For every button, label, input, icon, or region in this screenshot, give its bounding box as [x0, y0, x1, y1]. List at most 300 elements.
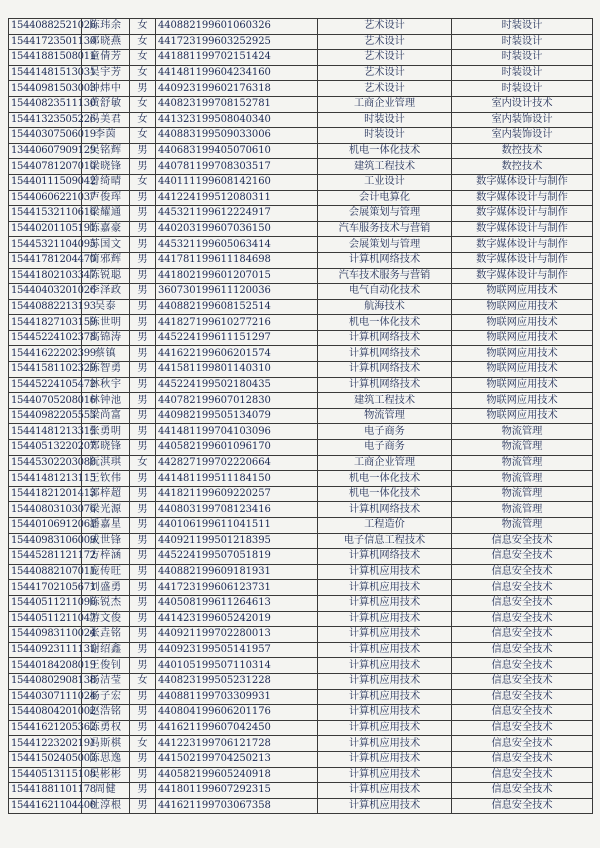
id-card-cell: 445321199612224917: [156, 206, 318, 222]
exam-number-cell: 15440882213193: [9, 299, 82, 315]
gender-cell: 男: [130, 330, 156, 346]
table-row: [9, 798, 593, 814]
gender-cell: 男: [130, 440, 156, 456]
original-major-cell: 计算机网络技术: [318, 502, 452, 518]
name-cell: 简邪辉: [82, 252, 130, 268]
target-major-cell: 物联网应用技术: [452, 330, 593, 346]
target-major-cell: 室内装饰设计: [452, 112, 593, 128]
id-card-cell: 441502199704250213: [156, 751, 318, 767]
original-major-cell: 计算机应用技术: [318, 751, 452, 767]
name-cell: 陈锐杰: [82, 595, 130, 611]
name-cell: 苏国文: [82, 237, 130, 253]
id-card-cell: 440923199505141957: [156, 642, 318, 658]
gender-cell: 男: [130, 81, 156, 97]
table-row: [9, 128, 593, 144]
id-card-cell: 440923199602176318: [156, 81, 318, 97]
exam-number-cell: 15440882107011: [9, 564, 82, 580]
id-card-cell: 445224199507051819: [156, 549, 318, 565]
original-major-cell: 电子商务: [318, 440, 452, 456]
name-cell: 庞传旺: [82, 564, 130, 580]
gender-cell: 男: [130, 424, 156, 440]
gender-cell: 男: [130, 798, 156, 814]
target-major-cell: 物联网应用技术: [452, 408, 593, 424]
target-major-cell: 数控技术: [452, 159, 593, 175]
name-cell: 王钦伟: [82, 471, 130, 487]
original-major-cell: 计算机网络技术: [318, 362, 452, 378]
original-major-cell: 工业设计: [318, 174, 452, 190]
id-card-cell: 441621199703067358: [156, 798, 318, 814]
target-major-cell: 数字媒体设计与制作: [452, 221, 593, 237]
name-cell: 成世锋: [82, 533, 130, 549]
id-card-cell: 441723199603252925: [156, 34, 318, 50]
original-major-cell: 计算机应用技术: [318, 658, 452, 674]
gender-cell: 男: [130, 299, 156, 315]
table-row: [9, 580, 593, 596]
gender-cell: 男: [130, 377, 156, 393]
original-major-cell: 计算机应用技术: [318, 705, 452, 721]
target-major-cell: 信息安全技术: [452, 611, 593, 627]
exam-number-cell: 15441802103347: [9, 268, 82, 284]
target-major-cell: 信息安全技术: [452, 783, 593, 799]
original-major-cell: 机电一体化技术: [318, 471, 452, 487]
gender-cell: 女: [130, 174, 156, 190]
target-major-cell: 信息安全技术: [452, 705, 593, 721]
name-cell: 陈嘉豪: [82, 221, 130, 237]
target-major-cell: 物流管理: [452, 455, 593, 471]
exam-number-cell: 15445302203088: [9, 455, 82, 471]
name-cell: 林钟池: [82, 393, 130, 409]
exam-number-cell: 15440823511130: [9, 96, 82, 112]
table-row: [9, 673, 593, 689]
original-major-cell: 计算机网络技术: [318, 549, 452, 565]
gender-cell: 男: [130, 783, 156, 799]
table-row: [9, 315, 593, 331]
name-cell: 赵浩铭: [82, 705, 130, 721]
table-row: [9, 330, 593, 346]
exam-number-cell: 15440513115108: [9, 767, 82, 783]
original-major-cell: 艺术设计: [318, 81, 452, 97]
exam-number-cell: 15441621205362: [9, 720, 82, 736]
table-row: [9, 112, 593, 128]
exam-number-cell: 15440983106009: [9, 533, 82, 549]
gender-cell: 男: [130, 549, 156, 565]
gender-cell: 男: [130, 284, 156, 300]
exam-number-cell: 15440511211096: [9, 595, 82, 611]
id-card-cell: 441723199606123731: [156, 580, 318, 596]
target-major-cell: 物联网应用技术: [452, 284, 593, 300]
target-major-cell: 物联网应用技术: [452, 393, 593, 409]
name-cell: 陈锐聪: [82, 268, 130, 284]
target-major-cell: 物联网应用技术: [452, 346, 593, 362]
table-row: [9, 252, 593, 268]
gender-cell: 男: [130, 658, 156, 674]
table-row: [9, 720, 593, 736]
target-major-cell: 信息安全技术: [452, 798, 593, 814]
name-cell: 李泽政: [82, 284, 130, 300]
original-major-cell: 计算机应用技术: [318, 595, 452, 611]
name-cell: 吴宇芳: [82, 65, 130, 81]
id-card-cell: 440804199606201176: [156, 705, 318, 721]
name-cell: 曾绮晴: [82, 174, 130, 190]
gender-cell: 女: [130, 65, 156, 81]
gender-cell: 男: [130, 471, 156, 487]
target-major-cell: 物流管理: [452, 486, 593, 502]
table-row: [9, 206, 593, 222]
target-major-cell: 信息安全技术: [452, 751, 593, 767]
exam-number-cell: 15440606221037: [9, 190, 82, 206]
target-major-cell: 信息安全技术: [452, 627, 593, 643]
id-card-cell: 440105199507110314: [156, 658, 318, 674]
table-row: [9, 658, 593, 674]
exam-number-cell: 15440201105191: [9, 221, 82, 237]
original-major-cell: 计算机应用技术: [318, 783, 452, 799]
name-cell: 王俊钊: [82, 658, 130, 674]
table-row: [9, 346, 593, 362]
exam-number-cell: 15440781207010: [9, 159, 82, 175]
table-row: [9, 190, 593, 206]
exam-number-cell: 15440106912061: [9, 518, 82, 534]
gender-cell: 男: [130, 611, 156, 627]
target-major-cell: 信息安全技术: [452, 564, 593, 580]
id-card-cell: 441223199706121728: [156, 736, 318, 752]
name-cell: 黄舒敏: [82, 96, 130, 112]
id-card-cell: 440582199601096170: [156, 440, 318, 456]
original-major-cell: 电子信息工程技术: [318, 533, 452, 549]
exam-number-cell: 15440184208019: [9, 658, 82, 674]
target-major-cell: 信息安全技术: [452, 736, 593, 752]
target-major-cell: 时装设计: [452, 34, 593, 50]
gender-cell: 女: [130, 50, 156, 66]
table-row: [9, 221, 593, 237]
target-major-cell: 信息安全技术: [452, 658, 593, 674]
name-cell: 陈勇权: [82, 720, 130, 736]
exam-number-cell: 15441702105671: [9, 580, 82, 596]
target-major-cell: 信息安全技术: [452, 689, 593, 705]
name-cell: 杨子宏: [82, 689, 130, 705]
id-card-cell: 442827199702220664: [156, 455, 318, 471]
original-major-cell: 计算机应用技术: [318, 767, 452, 783]
target-major-cell: 时装设计: [452, 19, 593, 35]
name-cell: 梁尚富: [82, 408, 130, 424]
id-card-cell: 445224199502180435: [156, 377, 318, 393]
table-row: [9, 19, 593, 35]
target-major-cell: 物联网应用技术: [452, 315, 593, 331]
exam-number-cell: 15441481513031: [9, 65, 82, 81]
table-row: [9, 174, 593, 190]
table-row: [9, 299, 593, 315]
target-major-cell: 时装设计: [452, 50, 593, 66]
original-major-cell: 电气自动化技术: [318, 284, 452, 300]
target-major-cell: 物联网应用技术: [452, 362, 593, 378]
original-major-cell: 艺术设计: [318, 65, 452, 81]
id-card-cell: 440106199611041511: [156, 518, 318, 534]
target-major-cell: 数字媒体设计与制作: [452, 190, 593, 206]
target-major-cell: 数字媒体设计与制作: [452, 174, 593, 190]
id-card-cell: 440803199708123416: [156, 502, 318, 518]
exam-number-cell: 15440111509042: [9, 174, 82, 190]
table-row: [9, 34, 593, 50]
name-cell: 陈智勇: [82, 362, 130, 378]
gender-cell: 男: [130, 518, 156, 534]
id-card-cell: 441581199801140310: [156, 362, 318, 378]
exam-number-cell: 15445281121172: [9, 549, 82, 565]
original-major-cell: 工商企业管理: [318, 96, 452, 112]
gender-cell: 男: [130, 190, 156, 206]
gender-cell: 男: [130, 221, 156, 237]
original-major-cell: 建筑工程技术: [318, 159, 452, 175]
original-major-cell: 计算机网络技术: [318, 346, 452, 362]
id-card-cell: 441881199702151424: [156, 50, 318, 66]
table-row: [9, 486, 593, 502]
target-major-cell: 物流管理: [452, 471, 593, 487]
original-major-cell: 时装设计: [318, 112, 452, 128]
target-major-cell: 信息安全技术: [452, 595, 593, 611]
id-card-cell: 441801199607292315: [156, 783, 318, 799]
original-major-cell: 工商企业管理: [318, 455, 452, 471]
gender-cell: 女: [130, 112, 156, 128]
exam-number-cell: 15441223202191: [9, 736, 82, 752]
table-row: [9, 736, 593, 752]
original-major-cell: 物流管理: [318, 408, 452, 424]
id-card-cell: 441621199607042450: [156, 720, 318, 736]
table-row: [9, 284, 593, 300]
table-row: [9, 237, 593, 253]
name-cell: 梁耀通: [82, 206, 130, 222]
name-cell: 童倩芳: [82, 50, 130, 66]
gender-cell: 男: [130, 237, 156, 253]
target-major-cell: 物联网应用技术: [452, 299, 593, 315]
table-row: [9, 50, 593, 66]
original-major-cell: 汽车技术服务与营销: [318, 268, 452, 284]
target-major-cell: 数字媒体设计与制作: [452, 206, 593, 222]
exam-number-cell: 15440923111131: [9, 642, 82, 658]
table-row: [9, 65, 593, 81]
table-row: [9, 424, 593, 440]
name-cell: 刘盛勇: [82, 580, 130, 596]
id-card-cell: 441323199508040340: [156, 112, 318, 128]
exam-number-cell: 15440307506019: [9, 128, 82, 144]
original-major-cell: 艺术设计: [318, 34, 452, 50]
exam-number-cell: 15440803103076: [9, 502, 82, 518]
target-major-cell: 物流管理: [452, 502, 593, 518]
gender-cell: 男: [130, 393, 156, 409]
gender-cell: 女: [130, 455, 156, 471]
original-major-cell: 计算机应用技术: [318, 689, 452, 705]
table-row: [9, 377, 593, 393]
gender-cell: 男: [130, 408, 156, 424]
original-major-cell: 计算机应用技术: [318, 798, 452, 814]
gender-cell: 男: [130, 252, 156, 268]
table-row: [9, 502, 593, 518]
id-card-cell: 440111199608142160: [156, 174, 318, 190]
id-card-cell: 440582199605240918: [156, 767, 318, 783]
target-major-cell: 时装设计: [452, 81, 593, 97]
exam-number-cell: 15440307111024: [9, 689, 82, 705]
name-cell: 杨洁莹: [82, 673, 130, 689]
exam-number-cell: 15441821201413: [9, 486, 82, 502]
gender-cell: 男: [130, 346, 156, 362]
id-card-cell: 440883199509033006: [156, 128, 318, 144]
name-cell: 方梓涵: [82, 549, 130, 565]
gender-cell: 女: [130, 96, 156, 112]
target-major-cell: 室内装饰设计: [452, 128, 593, 144]
exam-number-cell: 15441481213315: [9, 424, 82, 440]
gender-cell: 男: [130, 689, 156, 705]
exam-number-cell: 15445224102378: [9, 330, 82, 346]
original-major-cell: 计算机应用技术: [318, 736, 452, 752]
exam-number-cell: 15445224105472: [9, 377, 82, 393]
name-cell: 吴泰: [82, 299, 130, 315]
name-cell: 蔡镇: [82, 346, 130, 362]
id-card-cell: 440781199708303517: [156, 159, 318, 175]
exam-number-cell: 15441581102329: [9, 362, 82, 378]
table-row: [9, 611, 593, 627]
exam-number-cell: 15440705208016: [9, 393, 82, 409]
gender-cell: 男: [130, 362, 156, 378]
id-card-cell: 440921199702280013: [156, 627, 318, 643]
id-card-cell: 360730199611120036: [156, 284, 318, 300]
gender-cell: 女: [130, 128, 156, 144]
name-cell: 吴铭辉: [82, 143, 130, 159]
table-row: [9, 767, 593, 783]
target-major-cell: 信息安全技术: [452, 580, 593, 596]
id-card-cell: 445321199605063414: [156, 237, 318, 253]
table-row: [9, 783, 593, 799]
id-card-cell: 445224199611151297: [156, 330, 318, 346]
original-major-cell: 工程造价: [318, 518, 452, 534]
table-row: [9, 268, 593, 284]
table-row: [9, 549, 593, 565]
exam-number-cell: 15441781204470: [9, 252, 82, 268]
table-row: [9, 96, 593, 112]
id-card-cell: 440921199501218395: [156, 533, 318, 549]
id-card-cell: 440882199609181931: [156, 564, 318, 580]
id-card-cell: 441481199704103096: [156, 424, 318, 440]
target-major-cell: 信息安全技术: [452, 767, 593, 783]
table-row: [9, 143, 593, 159]
table-row: [9, 518, 593, 534]
gender-cell: 男: [130, 595, 156, 611]
name-cell: 周健: [82, 783, 130, 799]
table-row: [9, 455, 593, 471]
exam-number-cell: 15440802908138: [9, 673, 82, 689]
name-cell: 吴彬彬: [82, 767, 130, 783]
table-row: [9, 689, 593, 705]
original-major-cell: 计算机应用技术: [318, 611, 452, 627]
gender-cell: 男: [130, 720, 156, 736]
target-major-cell: 信息安全技术: [452, 533, 593, 549]
target-major-cell: 数字媒体设计与制作: [452, 268, 593, 284]
id-card-cell: 440823199505231228: [156, 673, 318, 689]
table-row: [9, 533, 593, 549]
original-major-cell: 汽车服务技术与营销: [318, 221, 452, 237]
id-card-cell: 440982199505134079: [156, 408, 318, 424]
gender-cell: 女: [130, 673, 156, 689]
exam-number-cell: 15441881101178: [9, 783, 82, 799]
target-major-cell: 信息安全技术: [452, 673, 593, 689]
roster-table: [8, 18, 593, 814]
exam-number-cell: 15440882521026: [9, 19, 82, 35]
target-major-cell: 时装设计: [452, 65, 593, 81]
id-card-cell: 441781199611184698: [156, 252, 318, 268]
gender-cell: 男: [130, 486, 156, 502]
gender-cell: 男: [130, 580, 156, 596]
gender-cell: 男: [130, 502, 156, 518]
name-cell: 高锦涛: [82, 330, 130, 346]
gender-cell: 女: [130, 19, 156, 35]
table-row: [9, 705, 593, 721]
name-cell: 冯美君: [82, 112, 130, 128]
target-major-cell: 室内设计技术: [452, 96, 593, 112]
original-major-cell: 机电一体化技术: [318, 486, 452, 502]
original-major-cell: 计算机应用技术: [318, 642, 452, 658]
exam-number-cell: 15440804201002: [9, 705, 82, 721]
table-row: [9, 642, 593, 658]
exam-number-cell: 15441481213115: [9, 471, 82, 487]
gender-cell: 男: [130, 159, 156, 175]
table-row: [9, 393, 593, 409]
gender-cell: 男: [130, 705, 156, 721]
exam-number-cell: 15441502405003: [9, 751, 82, 767]
gender-cell: 男: [130, 767, 156, 783]
target-major-cell: 物联网应用技术: [452, 377, 593, 393]
original-major-cell: 机电一体化技术: [318, 143, 452, 159]
original-major-cell: 计算机应用技术: [318, 564, 452, 580]
name-cell: 陈玮余: [82, 19, 130, 35]
gender-cell: 男: [130, 642, 156, 658]
exam-number-cell: 15441723501130: [9, 34, 82, 50]
original-major-cell: 艺术设计: [318, 50, 452, 66]
target-major-cell: 数字媒体设计与制作: [452, 252, 593, 268]
table-row: [9, 440, 593, 456]
target-major-cell: 物流管理: [452, 424, 593, 440]
exam-number-cell: 15441621104400: [9, 798, 82, 814]
name-cell: 郭梓超: [82, 486, 130, 502]
name-cell: 郑晓锋: [82, 440, 130, 456]
original-major-cell: 会计电算化: [318, 190, 452, 206]
id-card-cell: 440882199601060326: [156, 19, 318, 35]
target-major-cell: 数控技术: [452, 143, 593, 159]
name-cell: 李茵: [82, 128, 130, 144]
table-row: [9, 471, 593, 487]
exam-number-cell: 15440403201026: [9, 284, 82, 300]
name-cell: 林秋宇: [82, 377, 130, 393]
table-row: [9, 564, 593, 580]
id-card-cell: 441224199512080311: [156, 190, 318, 206]
name-cell: 卢俊珲: [82, 190, 130, 206]
exam-number-cell: 15440981503003: [9, 81, 82, 97]
name-cell: 游文俊: [82, 611, 130, 627]
exam-number-cell: 15440982205553: [9, 408, 82, 424]
id-card-cell: 441622199606201574: [156, 346, 318, 362]
name-cell: 梁晓锋: [82, 159, 130, 175]
target-major-cell: 物流管理: [452, 518, 593, 534]
exam-number-cell: 15440511211047: [9, 611, 82, 627]
table-row: [9, 627, 593, 643]
original-major-cell: 电子商务: [318, 424, 452, 440]
exam-number-cell: 13440607909129: [9, 143, 82, 159]
gender-cell: 男: [130, 268, 156, 284]
original-major-cell: 会展策划与管理: [318, 206, 452, 222]
id-card-cell: 440823199708152781: [156, 96, 318, 112]
exam-number-cell: 15440983110024: [9, 627, 82, 643]
id-card-cell: 440882199608152514: [156, 299, 318, 315]
id-card-cell: 441827199610277216: [156, 315, 318, 331]
exam-number-cell: 15445321104095: [9, 237, 82, 253]
name-cell: 谢绍鑫: [82, 642, 130, 658]
table-row: [9, 595, 593, 611]
original-major-cell: 建筑工程技术: [318, 393, 452, 409]
